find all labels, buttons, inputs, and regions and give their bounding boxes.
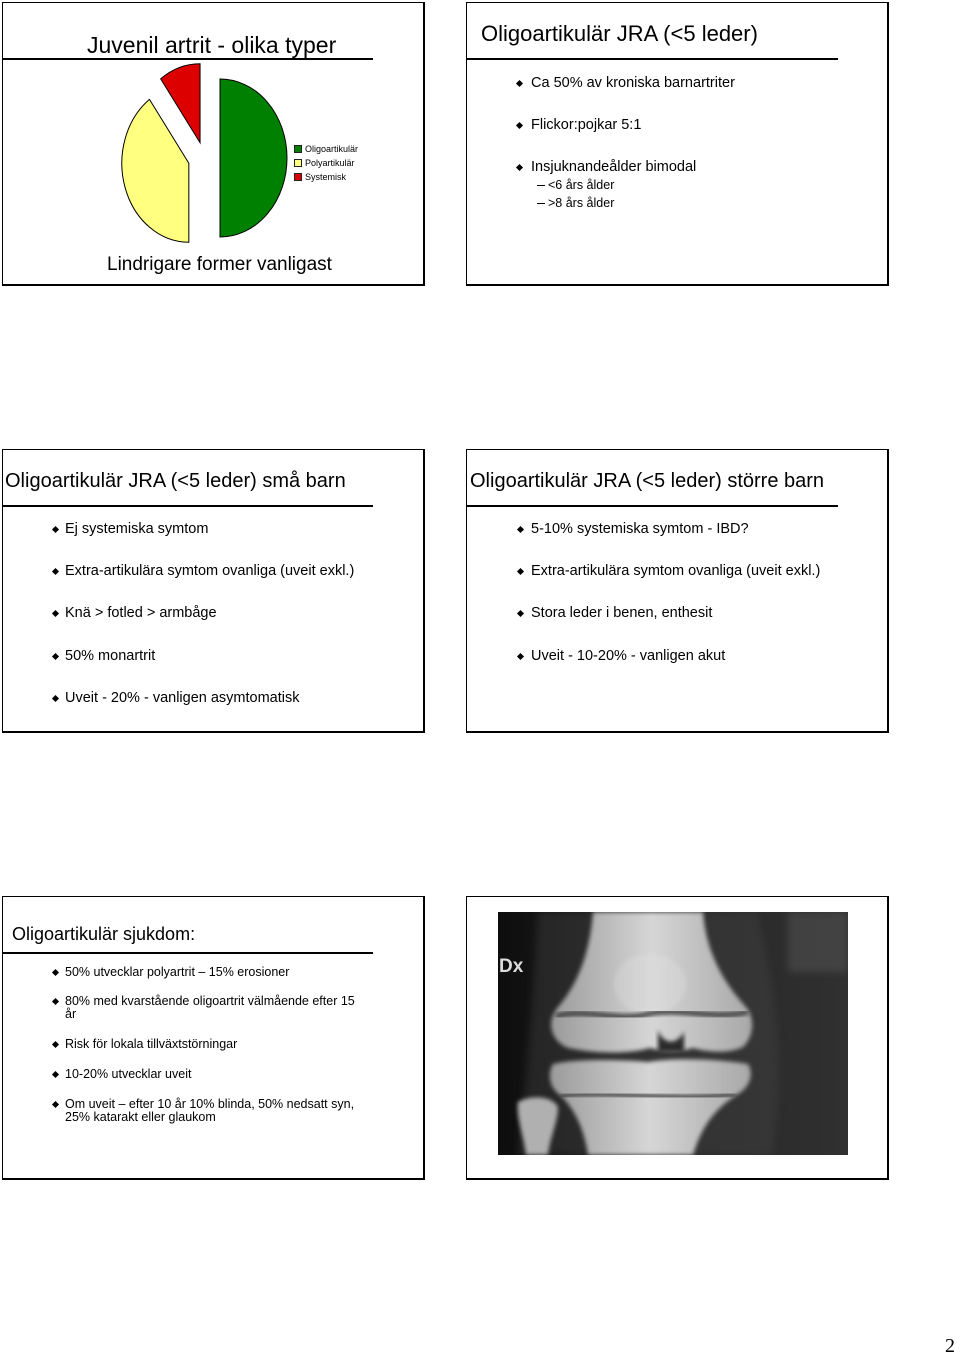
bullet-text: Extra-artikulära symtom ovanliga (uveit exkl.) [65,563,355,579]
bullet-text: Extra-artikulära symtom ovanliga (uveit exkl.) [531,563,821,579]
diamond-bullet-icon [52,609,59,616]
slide-oligoartikular-jra [466,2,889,286]
bullet-text: Om uveit – efter 10 år 10% blinda, 50% nedsatt syn, 25% katarakt eller glaukom [65,1096,355,1124]
pie-chart [3,3,423,284]
diamond-bullet-icon [52,1070,59,1077]
bullet-text: Flickor:pojkar 5:1 [531,117,642,133]
diamond-bullet-icon [52,1100,59,1107]
xray-corner-glow [788,912,848,972]
bullet-item [53,1098,362,1124]
diamond-bullet-icon [516,121,523,128]
diamond-bullet-icon [516,79,523,86]
title-rule [3,505,373,507]
legend-item [294,142,358,156]
slide-footer-text: Lindrigare former vanligast [107,254,332,275]
slide-juvenil-artrit-typer [2,2,425,286]
chart-legend [294,142,358,184]
patella-shadow [614,954,686,1014]
bullet-text: 50% monartrit [65,648,156,664]
diamond-bullet-icon [516,163,523,170]
bullet-item [53,1038,362,1051]
bullet-item [53,647,155,665]
bullet-item [518,647,725,665]
bullet-text: Knä > fotled > armbåge [65,605,217,621]
xray-marker: Dx [499,956,524,977]
bullet-item [518,520,749,538]
diamond-bullet-icon [52,525,59,532]
bullet-item [517,158,696,176]
dash-bullet-icon [537,185,545,186]
slide-title: Oligoartikulär JRA (<5 leder) små barn [5,470,346,492]
diamond-bullet-icon [517,525,524,532]
slide-title: Oligoartikulär JRA (<5 leder) [481,21,758,46]
bullet-item [517,116,641,134]
legend-label: Systemisk [305,172,347,182]
diamond-bullet-icon [517,652,524,659]
diamond-bullet-icon [52,1040,59,1047]
bullet-item [53,604,217,622]
tibia-growth-plate [560,1094,736,1097]
bullet-text: Insjuknandeålder bimodal [531,159,697,175]
slide-sma-barn [2,449,425,733]
diamond-bullet-icon [517,609,524,616]
dash-bullet-icon [537,203,545,204]
bullet-text: Uveit - 20% - vanligen asymtomatisk [65,690,300,706]
diamond-bullet-icon [52,694,59,701]
slide-oligoartikular-sjukdom [2,896,425,1180]
diamond-bullet-icon [52,652,59,659]
bullet-text: Uveit - 10-20% - vanligen akut [531,648,726,664]
bullet-text: 10-20% utvecklar uveit [65,1066,192,1081]
slide-title: Oligoartikulär JRA (<5 leder) större barn [470,470,825,492]
pie-slice-polyartikular [122,99,189,242]
bullet-text: 80% med kvarstående oligoartrit välmående efter 15 år [65,993,355,1021]
bullet-text: Ca 50% av kroniska barnartriter [531,75,735,91]
title-rule [3,952,373,954]
bullet-item [53,1068,362,1081]
bullet-text: 50% utvecklar polyartrit – 15% erosioner [65,964,290,979]
page-number: 2 [945,1335,955,1357]
bullet-item [53,562,354,580]
slide-storre-barn [466,449,889,733]
bullet-item [53,520,208,538]
legend-swatch [294,145,302,153]
diamond-bullet-icon [517,567,524,574]
slide-title: Juvenil artrit - olika typer [87,32,337,58]
sub-bullet-text: >8 års ålder [548,196,615,210]
title-rule [467,58,838,60]
slide-xray [466,896,889,1180]
bullet-item [518,604,712,622]
bullet-item [517,74,735,92]
legend-item [294,170,358,184]
diamond-bullet-icon [52,968,59,975]
bullet-item [518,562,820,580]
sub-bullet-item [537,196,614,211]
legend-label: Oligoartikulär [305,144,359,154]
bullet-text: Ej systemiska symtom [65,521,209,537]
diamond-bullet-icon [52,997,59,1004]
slide-title: Oligoartikulär sjukdom: [12,924,196,944]
bullet-text: Stora leder i benen, enthesit [531,605,713,621]
legend-swatch [294,159,302,167]
bullet-text: 5-10% systemiska symtom - IBD? [531,521,749,537]
sub-bullet-text: <6 års ålder [548,178,615,192]
legend-item [294,156,358,170]
title-rule [467,505,838,507]
knee-xray-image [498,912,848,1155]
legend-label: Polyartikulär [305,158,355,168]
legend-swatch [294,173,302,181]
sub-bullet-item [537,178,614,193]
bullet-text: Risk för lokala tillväxtstörningar [65,1036,238,1051]
diamond-bullet-icon [52,567,59,574]
bullet-item [53,995,362,1021]
bullet-item [53,689,300,707]
pie-slice-oligoartikular [220,79,287,237]
bullet-item [53,966,362,979]
